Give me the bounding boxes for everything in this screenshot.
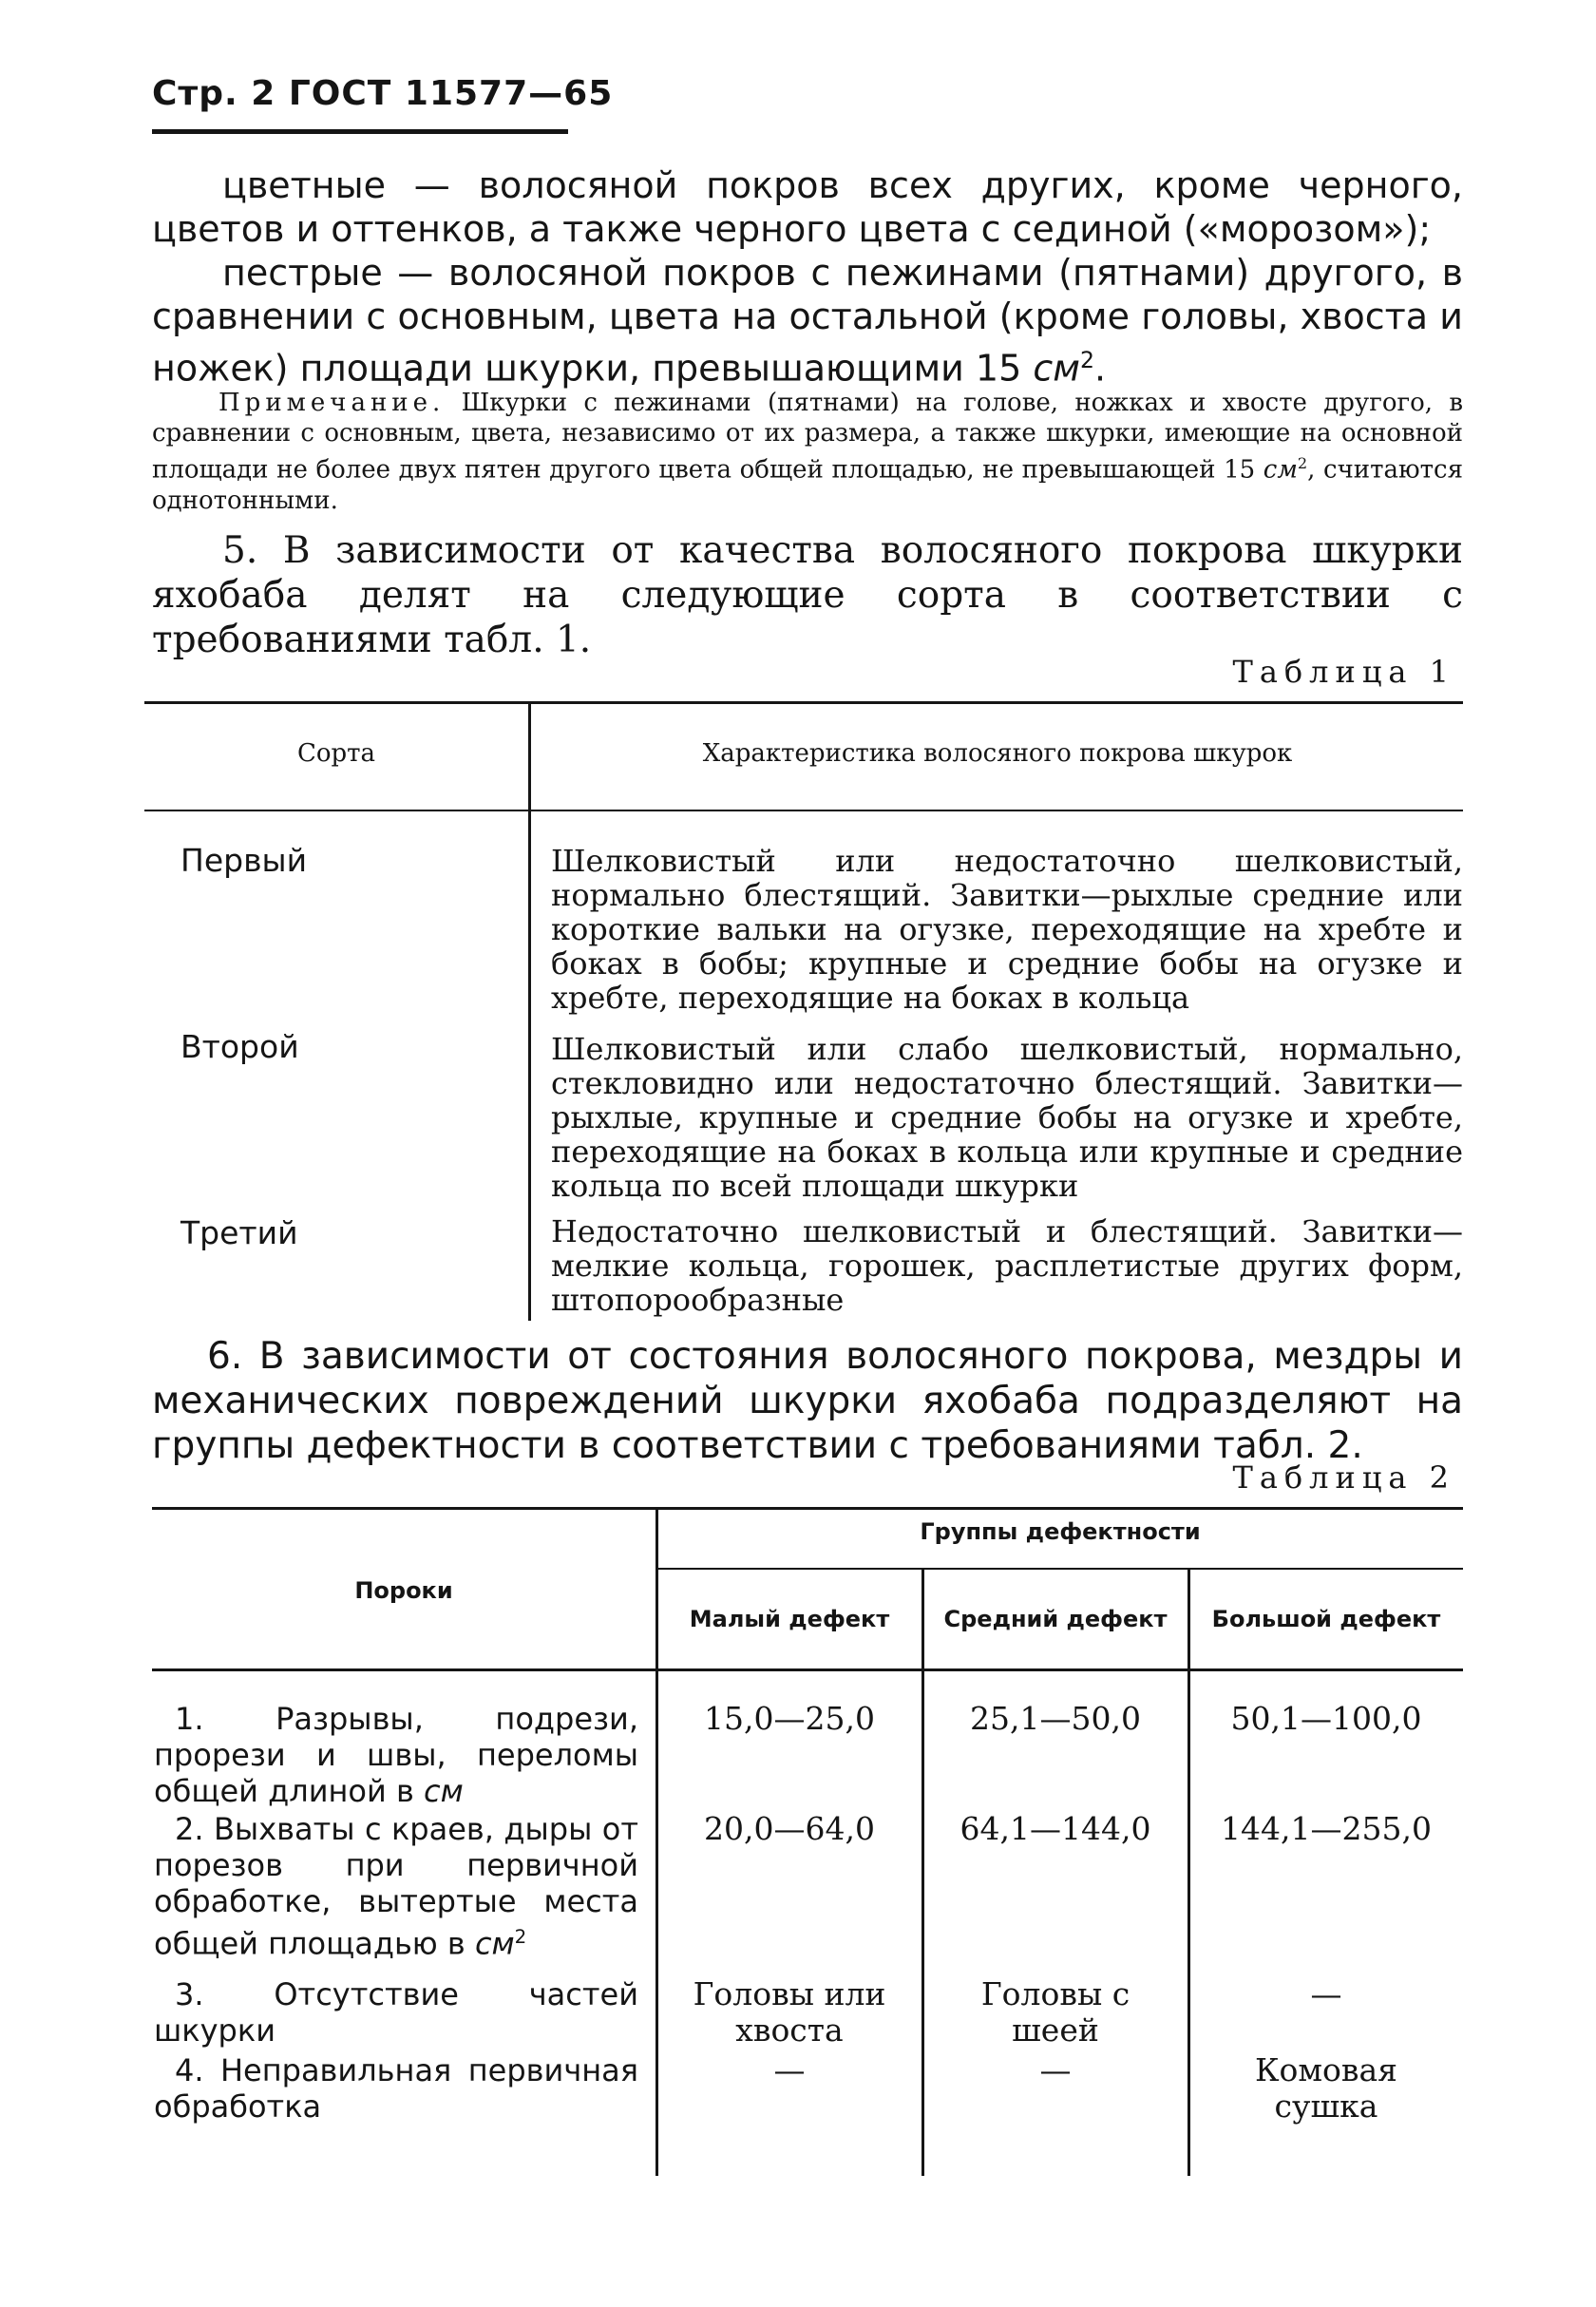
table2-row-defect-text: 4. Неправильная первичная обработка xyxy=(154,2052,638,2125)
clause-6: 6. В зависимости от состояния волосяного покрова, мездры и механических повреждений шкурки яхобаба подразделяют на группы дефектности в соответствии с требованиями табл. 2. xyxy=(152,1335,1463,1467)
table2-row-unit: см xyxy=(474,1925,515,1962)
table2-cell-large: Комовая сушка xyxy=(1254,2051,1397,2125)
table2-cell-medium: 25,1—50,0 xyxy=(970,1700,1141,1737)
table2-row-defect-text: 2. Выхваты с краев, дыры от порезов при первичной обработке, вытертые места общей площадью в xyxy=(154,1811,638,1962)
definition-colored xyxy=(152,163,1463,251)
table2-top-rule xyxy=(152,1507,1463,1510)
definition-colored-text: цветные — волосяной покров всех других, кроме черного, цветов и оттенков, а также черного цвета с сединой («морозом»); xyxy=(152,164,1463,250)
table1-column-rule xyxy=(528,701,531,1321)
table1-header-grade: Сорта xyxy=(296,739,376,768)
table2-cell-medium: — xyxy=(1039,2051,1072,2088)
definition-motley xyxy=(152,251,1463,391)
table2-header-large: Большой дефект xyxy=(1211,1606,1441,1632)
unit-cm: см xyxy=(1033,347,1080,390)
table2-row-unit: см xyxy=(423,1773,464,1809)
table2-cell-large: 144,1—255,0 xyxy=(1221,1810,1432,1847)
table2-row-defect xyxy=(154,2052,638,2125)
table2-cell-small: — xyxy=(773,2051,806,2088)
page-header: Стр. 2 ГОСТ 11577—65 xyxy=(152,74,614,113)
table1-row-text: Недостаточно шелковистый и блестящий. Завитки—мелкие кольца, горошек, расплетистые других форм, штопорообразные xyxy=(551,1213,1463,1318)
table2-row-defect-text: 3. Отсутствие частей шкурки xyxy=(154,1976,638,2049)
table1-top-rule xyxy=(144,701,1463,704)
note-text: Шкурки с пежинами (пятнами) на голове, ножках и хвосте другого, в сравнении с основным, цвета, независимо от их размера, а также шкурки, имеющие на основной площади не более двух пятен другого цвета общей площадью, не превышающей 15 xyxy=(152,389,1463,485)
table2-subheader-rule xyxy=(657,1568,1463,1570)
table2-cell-medium: 64,1—144,0 xyxy=(960,1810,1151,1847)
clause-5: 5. В зависимости от качества волосяного покрова шкурки яхобаба делят на следующие сорта в соответствии с требованиями табл. 1. xyxy=(152,529,1463,661)
table1-row-grade: Второй xyxy=(180,1028,299,1065)
header-rule xyxy=(152,129,568,134)
table1-header-characteristic: Характеристика волосяного покрова шкурок xyxy=(702,739,1293,768)
period: . xyxy=(1093,347,1107,390)
note-unit: см xyxy=(1263,455,1298,485)
table2-caption: Таблица 2 xyxy=(1232,1459,1455,1496)
table2-row-defect xyxy=(154,1701,638,1809)
table2-row-defect xyxy=(154,1976,638,2049)
note-label: Примечание. xyxy=(218,389,446,417)
definition-motley-text: пестрые — волосяной покров с пежинами (пятнами) другого, в сравнении с основным, цвета на остальной (кроме головы, хвоста и ножек) площади шкурки, превышающими 15 xyxy=(152,252,1463,390)
note-text-end: , считаются однотонными. xyxy=(152,455,1463,515)
table1-row-text: Шелковистый или слабо шелковистый, нормально, стекловидно или недостаточно блестящий. Завитки—рыхлые, крупные и средние бобы на огузке и хребте, переходящие на боках в кольца или крупные и средние кольца по всей площади шкурки xyxy=(551,1031,1463,1204)
table2-header-rule xyxy=(152,1668,1463,1671)
table2-row-defect xyxy=(154,1811,638,1962)
table1-row-text: Шелковистый или недостаточно шелковистый, нормально блестящий. Завитки—рыхлые средние или короткие вальки на огузке, переходящие на хребте и боках в бобы; крупные и средние бобы на огузке и хребте, переходящие на боках в кольца xyxy=(551,843,1463,1016)
table2-row-unit-superscript: 2 xyxy=(514,1926,527,1948)
table1-row-grade: Первый xyxy=(180,842,308,879)
table2-row-defect-text: 1. Разрывы, подрези, прорези и швы, переломы общей длиной в xyxy=(154,1701,638,1809)
table2-cell-small: 15,0—25,0 xyxy=(704,1700,875,1737)
table1-caption: Таблица 1 xyxy=(1232,654,1455,690)
note xyxy=(152,388,1463,516)
table2-cell-small: 20,0—64,0 xyxy=(704,1810,875,1847)
table2-column-rule xyxy=(1188,1570,1190,2176)
table2-header-defects: Пороки xyxy=(354,1577,453,1604)
table2-header-groups: Группы дефектности xyxy=(920,1518,1201,1545)
table1-header-rule xyxy=(144,810,1463,811)
note-unit-superscript: 2 xyxy=(1297,454,1308,472)
table1-row-grade: Третий xyxy=(180,1214,298,1251)
table2-cell-medium: Головы с шеей xyxy=(980,1975,1130,2049)
table2-cell-large: — xyxy=(1310,1975,1342,2012)
table2-header-medium: Средний дефект xyxy=(943,1606,1168,1632)
table2-cell-small: Головы или хвоста xyxy=(693,1975,886,2049)
table2-cell-large: 50,1—100,0 xyxy=(1230,1700,1422,1737)
table2-header-small: Малый дефект xyxy=(689,1606,890,1632)
unit-superscript: 2 xyxy=(1079,347,1094,373)
